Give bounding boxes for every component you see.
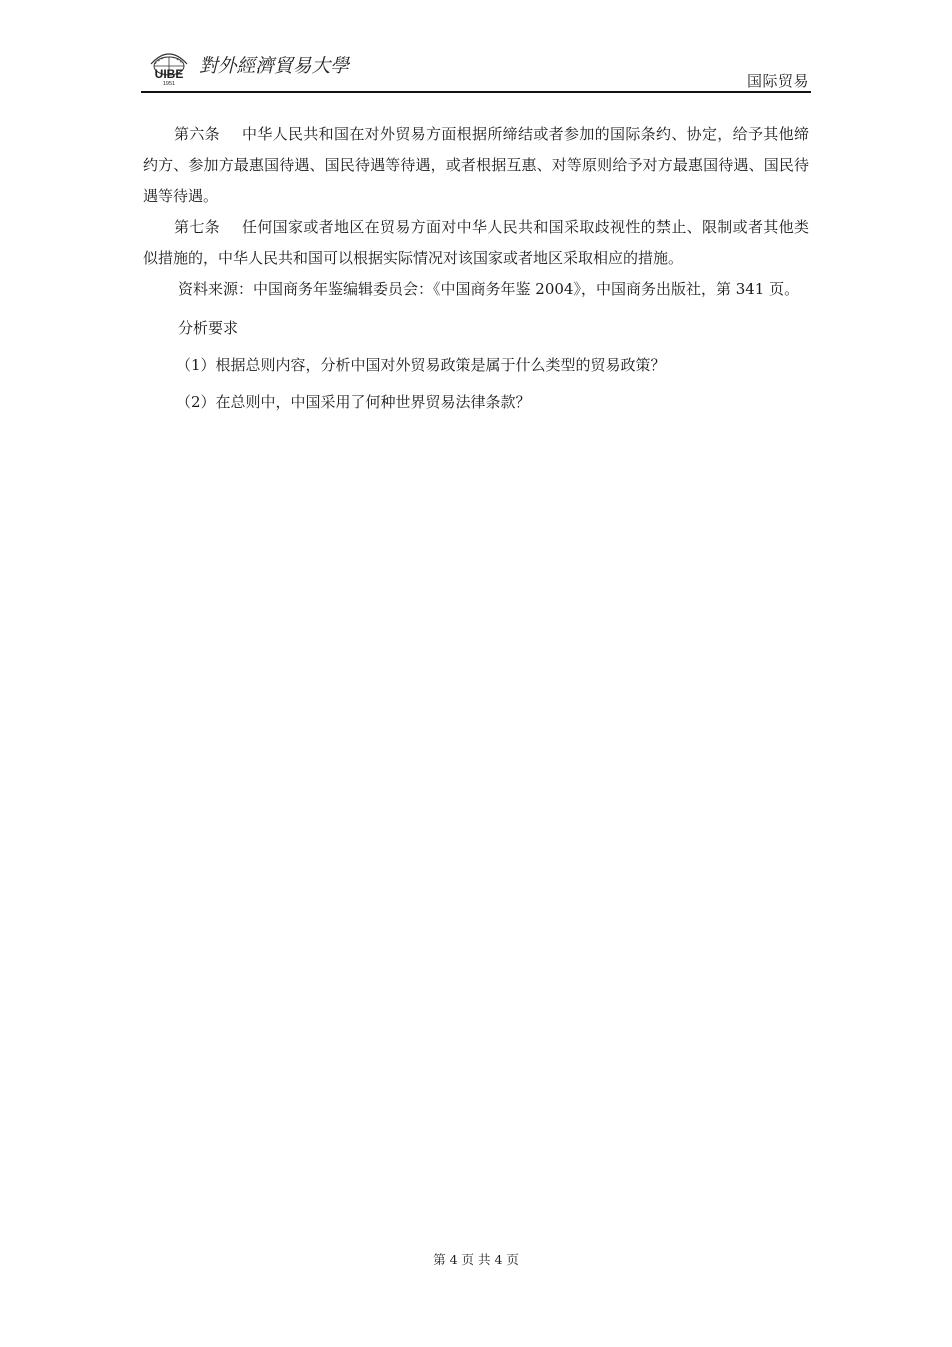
uibe-emblem-icon — [145, 42, 193, 86]
document-body — [143, 119, 809, 418]
article-text: 任何国家或者地区在贸易方面对中华人民共和国采取歧视性的禁止、限制或者其他类似措施的，中华人民共和国可以根据实际情况对该国家或者地区采取相应的措施。 — [143, 218, 809, 267]
source-note: 资料来源：中国商务年鉴编辑委员会：《中国商务年鉴 2004》，中国商务出版社，第 341 页。 — [178, 280, 800, 298]
page-number: 第 4 页 共 4 页 — [433, 1252, 519, 1267]
article-6 — [143, 119, 809, 212]
page-header — [141, 40, 811, 94]
logo-emblem-text: UIBE — [154, 67, 184, 81]
requirements-title: 分析要求 — [178, 319, 239, 337]
header-divider — [141, 91, 811, 93]
header-course-title: 国际贸易 — [746, 72, 809, 90]
article-text: 中华人民共和国在对外贸易方面根据所缔结或者参加的国际条约、协定，给予其他缔约方、参加方最惠国待遇、国民待遇等待遇，或者根据互惠、对等原则给予对方最惠国待遇、国民待遇等待遇。 — [143, 125, 809, 205]
question-item: （1）根据总则内容，分析中国对外贸易政策是属于什么类型的贸易政策？ — [176, 356, 666, 374]
logo-year: 1951 — [162, 81, 176, 86]
article-7 — [143, 212, 809, 274]
article-label: 第六条 — [174, 125, 220, 143]
question-item: （2）在总则中，中国采用了何种世界贸易法律条款？ — [176, 393, 531, 411]
logo-script-text: 對外經濟貿易大學 — [199, 55, 351, 77]
university-name-script — [197, 42, 357, 86]
university-logo — [141, 40, 361, 88]
article-label: 第七条 — [174, 218, 220, 236]
